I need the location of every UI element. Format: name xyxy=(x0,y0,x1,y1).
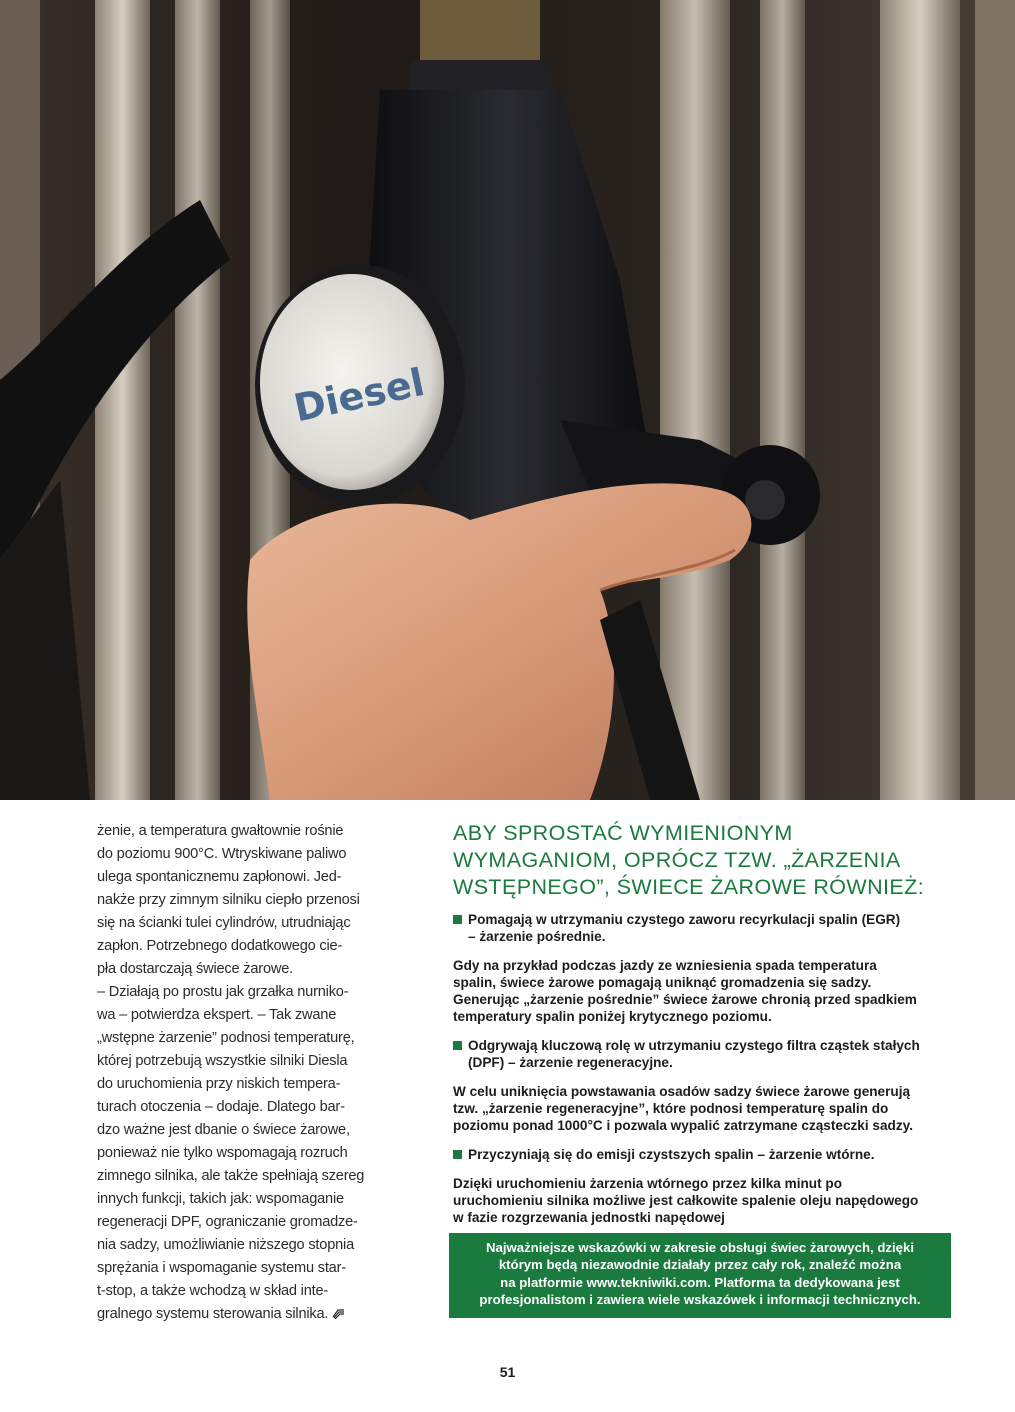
text-line: – Działają po prostu jak grzałka nurniko- xyxy=(97,984,349,1000)
para-line: poziomu ponad 1000°C i pozwala wypalić zatrzymane cząsteczki sadzy. xyxy=(453,1118,913,1133)
bullet-square-icon xyxy=(453,1041,462,1050)
heading-line: WSTĘPNEGO”, ŚWIECE ŻAROWE RÓWNIEŻ: xyxy=(453,875,925,899)
text-line: regeneracji DPF, ograniczanie gromadze- xyxy=(97,1214,358,1230)
text-line: ulega spontanicznemu zapłonowi. Jed- xyxy=(97,869,342,885)
text-line: ponieważ nie tylko wspomagają rozruch xyxy=(97,1145,348,1161)
bullet-item-egr xyxy=(453,911,953,945)
bullet-line: – żarzenie pośrednie. xyxy=(468,929,606,944)
tekniwiki-info-box xyxy=(449,1233,951,1318)
text-line: „wstępne żarzenie” podnosi temperaturę, xyxy=(97,1030,355,1046)
bullet-square-icon xyxy=(453,915,462,924)
text-line: nia sadzy, umożliwianie niższego stopnia xyxy=(97,1237,354,1253)
para-line: Generując „żarzenie pośrednie” świece żarowe chronią przed spadkiem xyxy=(453,992,917,1007)
article-end-icon xyxy=(332,1308,345,1319)
text-line: zimnego silnika, ale także spełniają szereg xyxy=(97,1168,365,1184)
para-line: Gdy na przykład podczas jazdy ze wzniesienia spada temperatura xyxy=(453,958,877,973)
text-line: sprężania i wspomaganie systemu star- xyxy=(97,1260,346,1276)
para-line: Dzięki uruchomieniu żarzenia wtórnego przez kilka minut po xyxy=(453,1176,842,1191)
bullet-line: Pomagają w utrzymaniu czystego zaworu recyrkulacji spalin (EGR) xyxy=(468,912,901,927)
text-line: nakże przy zimnym silniku ciepło przenosi xyxy=(97,892,360,908)
para-line: uruchomieniu silnika możliwe jest całkowite spalenie oleju napędowego xyxy=(453,1193,919,1208)
para-line: W celu uniknięcia powstawania osadów sadzy świece żarowe generują xyxy=(453,1084,911,1099)
bullet-line: Przyczyniają się do emisji czystszych spalin – żarzenie wtórne. xyxy=(468,1147,875,1162)
text-line: t-stop, a także wchodzą w skład inte- xyxy=(97,1283,329,1299)
info-line: profesjonalistom i zawiera wiele wskazówek i informacji technicznych. xyxy=(479,1292,921,1308)
text-line: turach otoczenia – dodaje. Dlatego bar- xyxy=(97,1099,345,1115)
paragraph-emissions xyxy=(453,1175,953,1226)
text-line-content: gralnego systemu sterowania silnika. xyxy=(97,1306,329,1322)
left-column-text xyxy=(97,820,365,1326)
text-line: dzo ważne jest dbanie o świece żarowe, xyxy=(97,1122,350,1138)
info-line: Najważniejsze wskazówki w zakresie obsługi świec żarowych, dzięki xyxy=(485,1240,915,1255)
info-line: którym będą niezawodnie działały przez cały rok, znaleźć można xyxy=(498,1257,902,1273)
para-line: temperatury spalin poniżej krytycznego poziomu. xyxy=(453,1009,772,1024)
text-line: pła dostarczają świece żarowe. xyxy=(97,961,293,977)
text-line: wa – potwierdza ekspert. – Tak zwane xyxy=(97,1007,337,1023)
heading-line: WYMAGANIOM, OPRÓCZ TZW. „ŻARZENIA xyxy=(453,848,901,872)
paragraph-dpf xyxy=(453,1083,953,1134)
bullet-line: (DPF) – żarzenie regeneracyjne. xyxy=(468,1055,673,1070)
diesel-cap-label: Diesel xyxy=(290,359,429,431)
page-number: 51 xyxy=(499,1364,516,1380)
text-line: się na ścianki tulei cylindrów, utrudniając xyxy=(97,915,351,931)
para-line: tzw. „żarzenie regeneracyjne”, które podnosi temperaturę spalin do xyxy=(453,1101,889,1116)
paragraph-egr xyxy=(453,957,953,1025)
bullet-square-icon xyxy=(453,1150,462,1159)
text-line: do poziomu 900°C. Wtryskiwane paliwo xyxy=(97,846,347,862)
text-line: żenie, a temperatura gwałtownie rośnie xyxy=(97,823,344,839)
heading-line: ABY SPROSTAĆ WYMIENIONYM xyxy=(453,821,793,845)
text-line: której potrzebują wszystkie silniki Diesla xyxy=(97,1053,348,1069)
para-line: spalin, świece żarowe pomagają uniknąć gromadzenia się sadzy. xyxy=(453,975,872,990)
text-line: innych funkcji, takich jak: wspomaganie xyxy=(97,1191,344,1207)
bullet-item-dpf xyxy=(453,1037,953,1071)
info-line: na platformie www.tekniwiki.com. Platforma ta dedykowana jest xyxy=(500,1274,900,1290)
right-column xyxy=(453,820,953,1238)
text-line: do uruchomienia przy niskich tempera- xyxy=(97,1076,341,1092)
text-line-last xyxy=(97,1303,365,1326)
bullet-item-emissions xyxy=(453,1146,953,1163)
bullet-line: Odgrywają kluczową rolę w utrzymaniu czystego filtra cząstek stałych xyxy=(468,1038,920,1053)
para-line: w fazie rozgrzewania jednostki napędowej xyxy=(453,1210,725,1225)
section-heading xyxy=(453,820,953,901)
text-line: zapłon. Potrzebnego dodatkowego cie- xyxy=(97,938,343,954)
